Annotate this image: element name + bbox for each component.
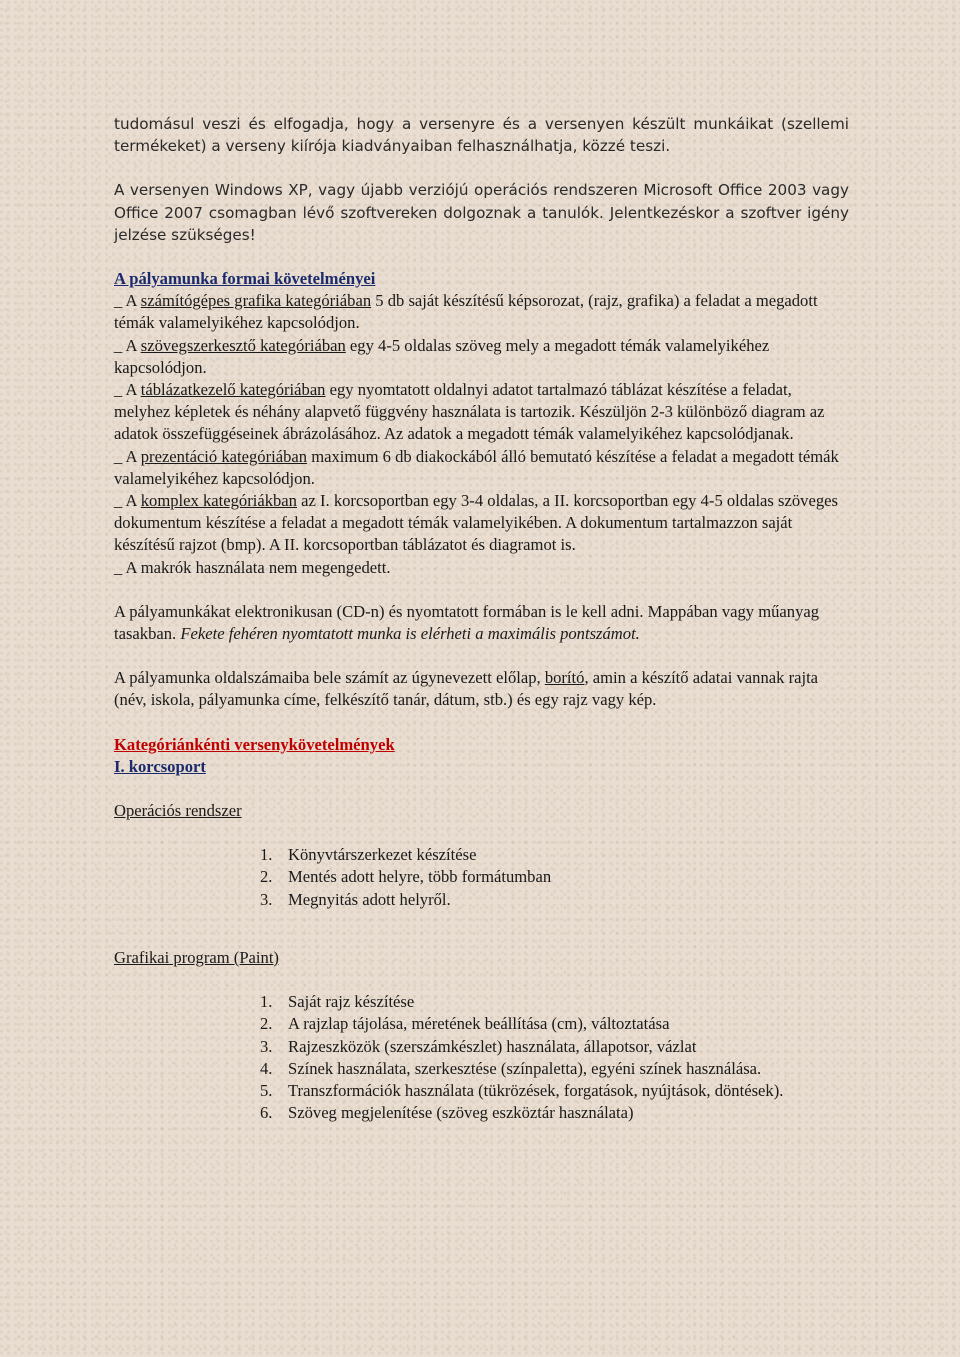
list-number: 2. — [260, 867, 273, 887]
list-item — [260, 889, 849, 911]
list-item — [260, 1036, 849, 1058]
list-item — [260, 866, 849, 888]
os-list — [114, 844, 849, 911]
list-item-text: Saját rajz készítése — [288, 992, 415, 1012]
list-number: 3. — [260, 889, 273, 909]
list-item — [260, 1102, 849, 1124]
submission-paragraph — [114, 601, 849, 645]
requirement-item — [114, 379, 849, 446]
requirement-category-link: prezentáció kategóriában — [140, 446, 308, 466]
os-section-title: Operációs rendszer — [114, 801, 242, 821]
list-item — [260, 1058, 849, 1080]
requirement-prefix: _ A makrók használata nem megengedett. — [114, 557, 391, 577]
submission-italic: Fekete fehéren nyomtatott munka is elérheti a maximális pontszámot. — [180, 624, 640, 644]
list-number: 6. — [260, 1103, 273, 1123]
intro-paragraph-2: A versenyen Windows XP, vagy újabb verziójú operációs rendszeren Microsoft Office 2003 vagy Office 2007 csomagban lévő szoftvereken dolgoznak a tanulók. Jelentkezéskor a szoftver igény jelzése szükséges! — [114, 181, 849, 244]
list-item-text: Rajzeszközök (szerszámkészlet) használata, állapotsor, vázlat — [288, 1036, 697, 1056]
document-page — [114, 113, 849, 1124]
list-item-text: Mentés adott helyre, több formátumban — [288, 867, 552, 887]
list-number: 4. — [260, 1058, 273, 1078]
requirement-item — [114, 557, 849, 579]
requirement-prefix: _ A — [114, 291, 141, 311]
list-number: 1. — [260, 845, 273, 865]
list-number: 3. — [260, 1036, 273, 1056]
requirement-text: egy 4-5 oldalas szöveg mely a megadott témák valamelyikéhez kapcsolódjon. — [114, 335, 770, 377]
list-number: 2. — [260, 1014, 273, 1034]
list-item — [260, 844, 849, 866]
requirement-category-link: számítógépes grafika kategóriában — [140, 291, 372, 311]
requirements-heading: A pályamunka formai követelményei — [114, 269, 376, 289]
pages-paragraph — [114, 667, 849, 711]
requirement-item — [114, 446, 849, 490]
list-item-text: A rajzlap tájolása, méretének beállítása (cm), változtatása — [288, 1014, 670, 1034]
requirements-list — [114, 290, 849, 579]
list-item-text: Szöveg megjelenítése (szöveg eszköztár használata) — [288, 1103, 634, 1123]
requirement-item — [114, 490, 849, 557]
paint-list — [114, 991, 849, 1124]
group-heading: I. korcsoport — [114, 756, 206, 776]
list-item-text: Színek használata, szerkesztése (színpaletta), egyéni színek használása. — [288, 1058, 762, 1078]
requirement-prefix: _ A — [114, 446, 141, 466]
list-item-text: Könyvtárszerkezet készítése — [288, 845, 477, 865]
list-item — [260, 991, 849, 1013]
intro-paragraph-1: tudomásul veszi és elfogadja, hogy a versenyre és a versenyen készült munkáikat (szellemi termékeket) a verseny kiírója kiadványaiban felhasználhatja, közzé teszi. — [114, 115, 849, 156]
requirement-text: egy nyomtatott oldalnyi adatot tartalmazó táblázat készítése a feladat, melyhez képletek és néhány alapvető függvény használata is tartozik. Készüljön 2-3 különböző diagram az adatok összefüggéseinek ábrázolásához. Az adatok a megadott témák valamelyikéhez kapcsolódjanak. — [114, 380, 825, 444]
pages-after: , amin a készítő adatai vannak rajta (név, iskola, pályamunka címe, felkészítő tanár, dátum, stb.) és egy rajz vagy kép. — [114, 668, 819, 710]
list-number: 5. — [260, 1080, 273, 1100]
pages-link: borító — [544, 668, 585, 688]
requirement-text: maximum 6 db diakockából álló bemutató készítése a feladat a megadott témák valamelyikéhez kapcsolódjon. — [114, 446, 839, 488]
requirement-text: 5 db saját készítésű képsorozat, (rajz, grafika) a feladat a megadott témák valamelyikéhez kapcsolódjon. — [114, 291, 818, 333]
pages-before: A pályamunka oldalszámaiba bele számít az úgynevezett előlap, — [114, 668, 545, 688]
requirement-category-link: táblázatkezelő kategóriában — [140, 380, 326, 400]
list-item — [260, 1080, 849, 1102]
requirement-category-link: szövegszerkesztő kategóriában — [140, 335, 346, 355]
requirement-prefix: _ A — [114, 491, 141, 511]
list-number: 1. — [260, 992, 273, 1012]
list-item — [260, 1013, 849, 1035]
requirement-category-link: komplex kategóriákban — [140, 491, 297, 511]
requirement-prefix: _ A — [114, 380, 141, 400]
list-item-text: Megnyitás adott helyről. — [288, 889, 451, 909]
paint-section-title: Grafikai program (Paint) — [114, 947, 279, 967]
list-item-text: Transzformációk használata (tükrözések, forgatások, nyújtások, döntések). — [288, 1080, 784, 1100]
submission-text: A pályamunkákat elektronikusan (CD-n) és nyomtatott formában is le kell adni. Mappában vagy műanyag tasakban. — [114, 601, 820, 644]
requirement-item — [114, 290, 849, 334]
requirement-text: az I. korcsoportban egy 3-4 oldalas, a II. korcsoportban egy 4-5 oldalas szöveges dokumentum készítése a feladat a megadott témák valamelyikében. A dokumentum tartalmazzon saját készítésű rajzot (bmp). A II. korcsoportban táblázatot és diagramot is. — [114, 491, 838, 555]
requirement-prefix: _ A — [114, 335, 141, 355]
categories-heading: Kategóriánkénti versenykövetelmények — [114, 734, 395, 754]
requirement-item — [114, 335, 849, 379]
